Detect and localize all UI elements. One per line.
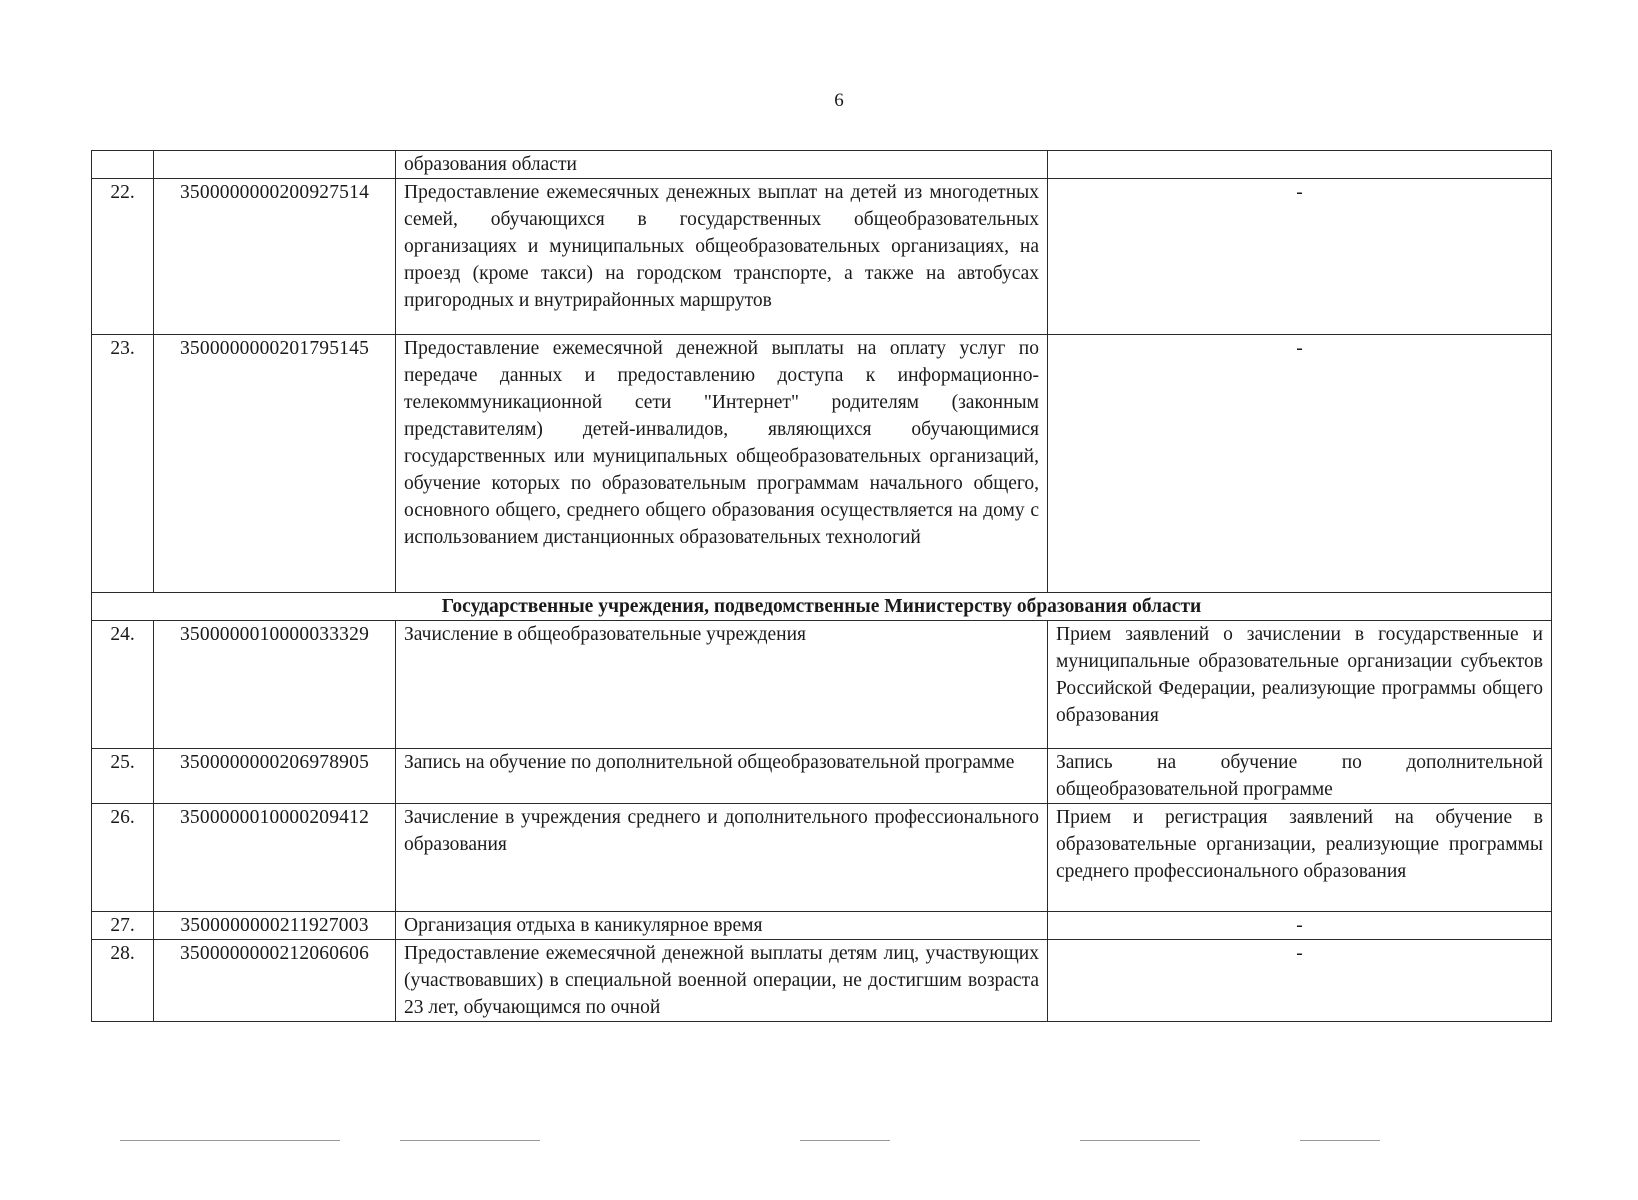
table-row (92, 335, 1552, 593)
service-code: 3500000000200927514 (154, 179, 396, 335)
table-row (92, 912, 1552, 940)
service-note (1048, 179, 1552, 335)
service-code: 3500000010000033329 (154, 621, 396, 749)
service-name: Зачисление в учреждения среднего и дополнительного профессионального образования (396, 804, 1048, 912)
dash-mark: - (1296, 182, 1303, 203)
service-note (1048, 912, 1552, 940)
table-row (92, 804, 1552, 912)
service-name: образования области (396, 151, 1048, 179)
service-code: 3500000000201795145 (154, 335, 396, 593)
services-table (91, 150, 1552, 1022)
row-number: 27. (92, 912, 154, 940)
service-note (1048, 335, 1552, 593)
service-code (154, 151, 396, 179)
service-name: Предоставление ежемесячной денежной выплаты на оплату услуг по передаче данных и предоставлению доступа к информационно-телекоммуникационной сети "Интернет" родителям (законным представителям) детей-инвалидов, являющихся обучающимися государственных или муниципальных общеобразовательных организаций, обучение которых по образовательным программам начального общего, основного общего, среднего общего образования осуществляется на дому с использованием дистанционных образовательных технологий (396, 335, 1048, 593)
table-row (92, 940, 1552, 1022)
table-row (92, 621, 1552, 749)
section-header-row (92, 593, 1552, 621)
service-note (1048, 940, 1552, 1022)
service-code: 3500000000212060606 (154, 940, 396, 1022)
dash-mark: - (1296, 338, 1303, 359)
service-name: Предоставление ежемесячных денежных выплат на детей из многодетных семей, обучающихся в государственных общеобразовательных организациях и муниципальных общеобразовательных организациях, на проезд (кроме такси) на городском транспорте, а также на автобусах пригородных и внутрирайонных маршрутов (396, 179, 1048, 335)
scan-artifact (1080, 1140, 1200, 1141)
service-note: Прием заявлений о зачислении в государственные и муниципальные образовательные организации субъектов Российской Федерации, реализующие программы общего образования (1048, 621, 1552, 749)
scan-artifact (1300, 1140, 1380, 1141)
row-number: 28. (92, 940, 154, 1022)
service-note: Прием и регистрация заявлений на обучение в образовательные организации, реализующие программы среднего профессионального образования (1048, 804, 1552, 912)
dash-mark: - (1296, 915, 1303, 936)
scan-artifact (120, 1140, 340, 1141)
service-note (1048, 151, 1552, 179)
table-row (92, 749, 1552, 804)
table-row (92, 179, 1552, 335)
dash-mark: - (1296, 943, 1303, 964)
service-name: Предоставление ежемесячной денежной выплаты детям лиц, участвующих (участвовавших) в специальной военной операции, не достигшим возраста 23 лет, обучающимся по очной (396, 940, 1048, 1022)
row-number: 25. (92, 749, 154, 804)
service-note: Запись на обучение по дополнительной общеобразовательной программе (1048, 749, 1552, 804)
service-name: Запись на обучение по дополнительной общеобразовательной программе (396, 749, 1048, 804)
scan-artifact (400, 1140, 540, 1141)
service-code: 3500000000211927003 (154, 912, 396, 940)
service-name: Организация отдыха в каникулярное время (396, 912, 1048, 940)
service-code: 3500000000206978905 (154, 749, 396, 804)
table-row (92, 151, 1552, 179)
row-number: 22. (92, 179, 154, 335)
section-title: Государственные учреждения, подведомственные Министерству образования области (92, 593, 1552, 621)
page-number: 6 (834, 90, 844, 111)
service-name: Зачисление в общеобразовательные учреждения (396, 621, 1048, 749)
row-number: 24. (92, 621, 154, 749)
service-code: 3500000010000209412 (154, 804, 396, 912)
row-number: 26. (92, 804, 154, 912)
row-number: 23. (92, 335, 154, 593)
scan-artifact (800, 1140, 890, 1141)
row-number (92, 151, 154, 179)
